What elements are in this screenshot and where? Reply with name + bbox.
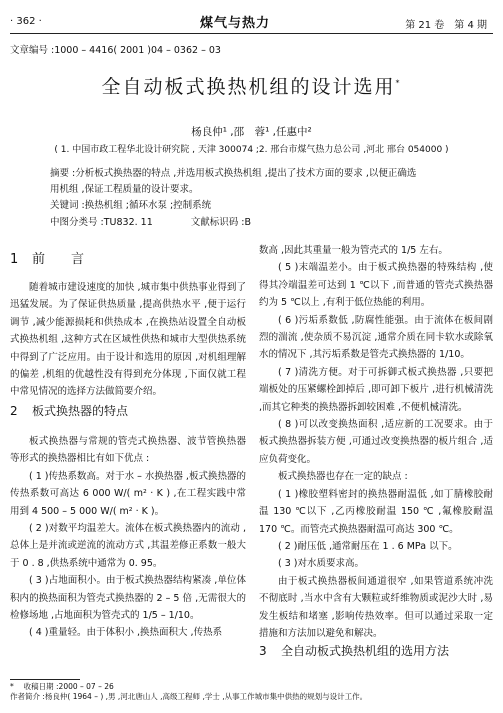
abstract-line-1: 摘要 :分析板式换热器的特点 ,并选用板式换热机组 ,提出了技术方面的要求 ,以便正确选 bbox=[50, 168, 417, 179]
paragraph: ( 3 )占地面积小。由于板式换热器结构紧凑 ,单位体积内的换热面积为管壳式换热器的 2 – 5 倍 ,无需很大的检修场地 ,占地面积为管壳式的 1/5 – 1/10。 bbox=[10, 575, 246, 622]
section-3-title: 全自动板式换热机组的选用方法 bbox=[281, 644, 450, 658]
classification-line bbox=[50, 214, 251, 228]
paragraph: ( 7 )清洗方便。对于可拆御式板式换热器 ,只要把端板处的压紧螺栓卸掉后 ,即可卸下板片 ,进行机械清洗 ,而其它种类的换热器拆卸较困难 ,不便机械清洗。 bbox=[259, 366, 493, 413]
footnote bbox=[10, 682, 367, 702]
abstract bbox=[50, 166, 450, 198]
title-footnote-mark: * bbox=[395, 78, 402, 88]
footnote-rule bbox=[10, 679, 80, 680]
journal-name: 煤气与热力 bbox=[200, 16, 271, 31]
section-2-number: 2 bbox=[10, 404, 18, 418]
paragraph: ( 2 )耐压低 ,通常耐压在 1 . 6 MPa 以下。 bbox=[278, 540, 458, 552]
paragraph: ( 1 )传热系数高。对于水 – 水换热器 ,板式换热器的传热系数可高达 6 000 W/( m² · K ) ,在工程实践中常用到 4 500 – 5 000 W/( m² · K )。 bbox=[10, 470, 246, 517]
section-3-number: 3 bbox=[259, 644, 267, 658]
paragraph: ( 8 )可以改变换热面积 ,适应新的工况要求。由于板式换热器拆装方便 ,可通过改变换热器的板片组合 ,适应负荷变化。 bbox=[259, 419, 493, 465]
paragraph: ( 5 )末端温差小。由于板式换热器的特殊结构 ,使得其冷端温差可达到 1 ℃以下 ,而普通的管壳式换热器约为 5 ℃以上 ,有利于低位热能的利用。 bbox=[259, 262, 493, 309]
paragraph: ( 3 )对水质要求高。 bbox=[278, 558, 364, 570]
classification-number: 中图分类号 :TU832. 11 bbox=[50, 217, 153, 228]
section-1-paragraph: 随着城市建设速度的加快 ,城市集中供热事业得到了迅猛发展。为了保证供热质量 ,提高供热水平 ,便于运行调节 ,减少能源损耗和供热成本 ,在换热站设置全自动板式换热机组 ,这种方式在区域性供热和城市大型供热系统中得到了广泛应用。由于设计和选用的原因 ,对机组理解的偏差 ,机组的优越性没有得到充分体现 ,下面仅就工程中常见情况的选择方法做简要介绍。 bbox=[10, 282, 246, 398]
section-2-heading bbox=[10, 402, 128, 419]
section-2-title: 板式换热器的特点 bbox=[32, 404, 129, 418]
section-1-heading bbox=[10, 248, 84, 267]
section-1-number: 1 bbox=[10, 252, 19, 267]
affiliation: ( 1. 中国市政工程华北设计研究院 , 天津 300074 ;2. 邢台市煤气热力总公司 ,河北 邢台 054000 ) bbox=[54, 145, 449, 155]
keywords: 关键词 :换热机组 ;循环水泵 ;控制系统 bbox=[50, 200, 212, 211]
paragraph: ( 6 )污垢系数低 ,防腐性能强。由于流体在板间剧烈的湍流 ,使杂质不易沉淀 ,通常介质在同卡软水或除氧水的情况下 ,其污垢系数是管壳式换热器的 1/10。 bbox=[259, 314, 493, 361]
right-column-body bbox=[259, 242, 493, 642]
paper-title bbox=[0, 72, 503, 99]
paragraph: 板式换热器与常规的管壳式换热器、波节管换热器等形式的换热器相比有如下优点 : bbox=[10, 436, 246, 465]
received-date: * 收稿日期 :2000 – 07 – 26 bbox=[10, 682, 114, 691]
volume-issue: 第 21 卷 第 4 期 bbox=[405, 20, 487, 31]
page-number: · 362 · bbox=[10, 16, 42, 27]
section-3-heading bbox=[259, 642, 449, 659]
document-code: 文献标识码 :B bbox=[190, 217, 251, 228]
paragraph: ( 2 )对数平均温差大。流体在板式换热器内的流动 ,总体上是并流或逆流的流动方式 ,其温差修正系数一般大于 0 . 8 ,供热系统中通常为 0. 95。 bbox=[10, 523, 246, 569]
paragraph: 由于板式换热器板间通道很窄 ,如果管道系统冲洗不彻底时 ,当水中含有大颗粒或纤维物质或泥沙大时 ,易发生板结和堵塞 ,影响传热效率。但可以通过采取一定措施和方法加以避免和解决。 bbox=[259, 575, 493, 639]
paragraph-continuation: 数高 ,因此其重量一般为管壳式的 1/5 左右。 bbox=[259, 245, 448, 256]
title-text: 全自动板式换热机组的设计选用 bbox=[101, 76, 396, 98]
paragraph: ( 4 )重量轻。由于体积小 ,换热面积大 ,传热系 bbox=[29, 627, 223, 639]
section-1-body bbox=[10, 279, 246, 401]
running-header bbox=[0, 10, 503, 34]
abstract-line-2: 用机组 ,保证工程质量的设计要求。 bbox=[50, 184, 199, 195]
author-bio: 作者简介 :杨良仲( 1964 – ) ,男 ,河北唐山人 ,高级工程师 ,学士 ,从事工作城市集中供热的规划与设计工作。 bbox=[10, 692, 368, 701]
article-number: 文章编号 :1000 – 4416( 2001 )04 – 0362 – 03 bbox=[10, 45, 221, 56]
section-2-body bbox=[10, 433, 246, 642]
paragraph: ( 1 )橡胶塑料密封的换热器耐温低 ,如丁腈橡胶耐温 130 ℃以下 ,乙丙橡胶耐温 150 ℃ ,氟橡胶耐温 170 ℃。而管壳式换热器耐温可高达 300 ℃。 bbox=[259, 488, 493, 535]
header-rule bbox=[10, 33, 493, 34]
section-1-title: 前 言 bbox=[32, 252, 85, 267]
authors: 杨良仲¹ ,邵 蓉¹ ,任惠中² bbox=[191, 126, 312, 138]
paragraph: 板式换热器也存在一定的缺点 : bbox=[278, 471, 408, 483]
